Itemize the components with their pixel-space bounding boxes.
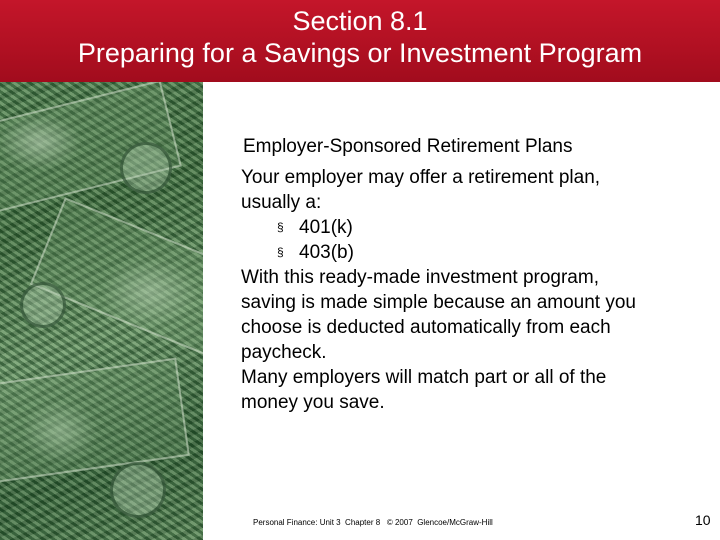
intro-line: usually a: — [241, 192, 322, 213]
bullet-text: 403(b) — [299, 242, 354, 263]
intro-line: Your employer may offer a retirement plan, — [241, 167, 601, 188]
paragraph-line: Many employers will match part or all of the — [241, 367, 607, 388]
page-number: 10 — [695, 512, 711, 528]
seal-shape — [110, 462, 166, 518]
money-background-image — [0, 82, 203, 540]
content-heading: Employer-Sponsored Retirement Plans — [243, 136, 573, 157]
seal-shape — [20, 282, 66, 328]
paragraph-line: money you save. — [241, 392, 385, 413]
bullet-icon: § — [277, 220, 284, 234]
intro-paragraph — [241, 165, 681, 215]
paragraph-line: paycheck. — [241, 342, 327, 363]
banknote-shape — [30, 197, 203, 361]
slide-body — [241, 134, 681, 415]
section-title: Section 8.1 — [292, 6, 428, 36]
bullet-text: 401(k) — [299, 217, 353, 238]
section-subtitle: Preparing for a Savings or Investment Program — [77, 38, 643, 68]
seal-shape — [120, 142, 172, 194]
slide-header — [0, 0, 720, 82]
paragraph-line: choose is deducted automatically from each — [241, 317, 611, 338]
bullet-item — [241, 215, 681, 240]
program-paragraph — [241, 265, 681, 365]
match-paragraph — [241, 365, 681, 415]
bullet-item — [241, 240, 681, 265]
footer-credit: Personal Finance: Unit 3 Chapter 8 © 2007 Glencoe/McGraw-Hill — [253, 518, 493, 527]
paragraph-line: With this ready-made investment program, — [241, 267, 599, 288]
banknote-shape — [0, 358, 190, 486]
paragraph-line: saving is made simple because an amount you — [241, 292, 637, 313]
bullet-icon: § — [277, 245, 284, 259]
